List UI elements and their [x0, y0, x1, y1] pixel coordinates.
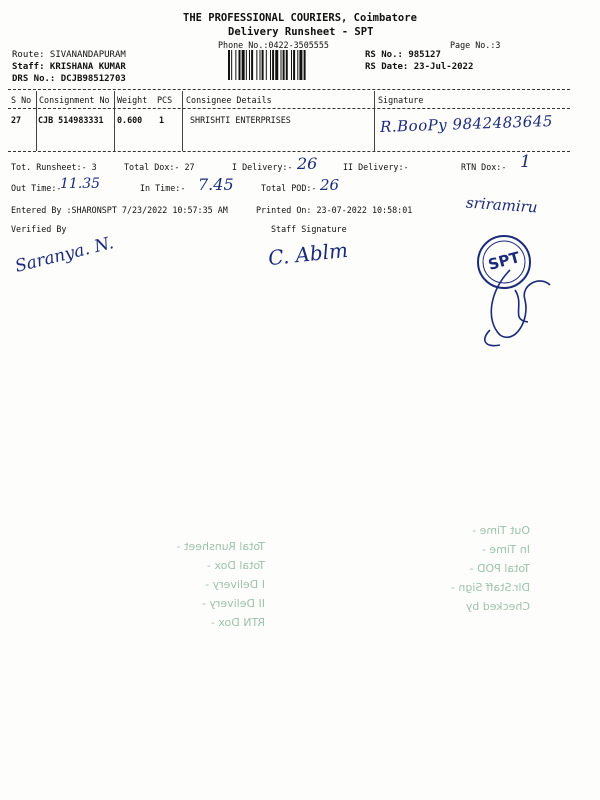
page-number: Page No.:3 [450, 40, 501, 50]
backprint-line: Total Runsheet - [176, 540, 265, 553]
right-signature: sriramiru [465, 193, 539, 217]
total-pod-label: Total POD:- [261, 183, 317, 193]
divider [8, 151, 570, 152]
col-divider [182, 91, 183, 151]
i-delivery-label: I Delivery:- [232, 162, 293, 172]
backprint-right [410, 524, 530, 613]
rtn-dox-label: RTN Dox:- [461, 162, 507, 172]
col-divider [36, 91, 37, 151]
drs-number: DRS No.: DCJB98512703 [12, 74, 126, 84]
row-pcs: 1 [159, 115, 165, 125]
backprint-line: Total Dox - [206, 559, 265, 572]
backprint-line: Dlr.Staff Sign - [450, 581, 530, 594]
row-consignment: CJB 514983331 [38, 115, 104, 125]
backprint-line: Checked by [465, 600, 530, 613]
backprint-line: II Delivery - [201, 597, 265, 610]
document-title: Delivery Runsheet - SPT [228, 26, 374, 38]
row-sno: 27 [11, 115, 22, 125]
header-pcs: PCS [157, 95, 173, 105]
total-dox: Total Dox:- 27 [124, 162, 195, 172]
route: Route: SIVANANDAPURAM [12, 50, 126, 60]
tot-runsheet: Tot. Runsheet:- 3 [11, 162, 97, 172]
ii-delivery-label: II Delivery:- [343, 162, 409, 172]
company-name: THE PROFESSIONAL COURIERS, Coimbatore [183, 12, 417, 24]
in-time-value: 7.45 [198, 175, 234, 194]
backprint-left [135, 540, 265, 629]
divider [8, 108, 570, 109]
row-weight: 0.600 [117, 115, 143, 125]
out-time-value: 11.35 [60, 176, 101, 192]
rs-number: RS No.: 985127 [365, 50, 441, 60]
out-time-label: Out Time:- [11, 183, 62, 193]
header-weight: Weight [117, 95, 148, 105]
row-consignee: SHRISHTI ENTERPRISES [190, 115, 291, 125]
backprint-line: Out Time - [472, 524, 530, 537]
phone-number: Phone No.:0422-3505555 [218, 40, 329, 50]
stamp-text: SPT [486, 248, 522, 274]
divider [8, 89, 570, 90]
verified-by-label: Verified By [11, 224, 67, 234]
staff-signature: C. Ablm [266, 237, 349, 271]
backprint-line: In Time - [481, 543, 530, 556]
entered-by: Entered By :SHARONSPT 7/23/2022 10:57:35 AM [11, 205, 228, 215]
header-sno: S No [11, 95, 32, 105]
staff-name: Staff: KRISHANA KUMAR [12, 62, 126, 72]
col-divider [114, 91, 115, 151]
rtn-dox-value: 1 [520, 152, 531, 172]
header-consignee: Consignee Details [186, 95, 272, 105]
backprint-line: Total POD - [469, 562, 530, 575]
in-time-label: In Time:- [140, 183, 186, 193]
printed-on: Printed On: 23-07-2022 10:58:01 [256, 205, 413, 215]
rs-date: RS Date: 23-Jul-2022 [365, 62, 474, 72]
header-consignment: Consignment No [39, 95, 110, 105]
staff-signature-label: Staff Signature [271, 224, 347, 234]
backprint-line: RTN Dox - [210, 616, 265, 629]
barcode [228, 50, 358, 80]
header-signature: Signature [378, 95, 424, 105]
i-delivery-value: 26 [297, 154, 318, 173]
backprint-line: I Delivery - [205, 578, 265, 591]
col-divider [374, 91, 375, 151]
row-signature: R.BooPy 9842483645 [379, 111, 554, 137]
verified-signature: Saranya. N. [13, 233, 116, 277]
total-pod-value: 26 [320, 176, 340, 194]
stamp-scribble [470, 260, 560, 350]
